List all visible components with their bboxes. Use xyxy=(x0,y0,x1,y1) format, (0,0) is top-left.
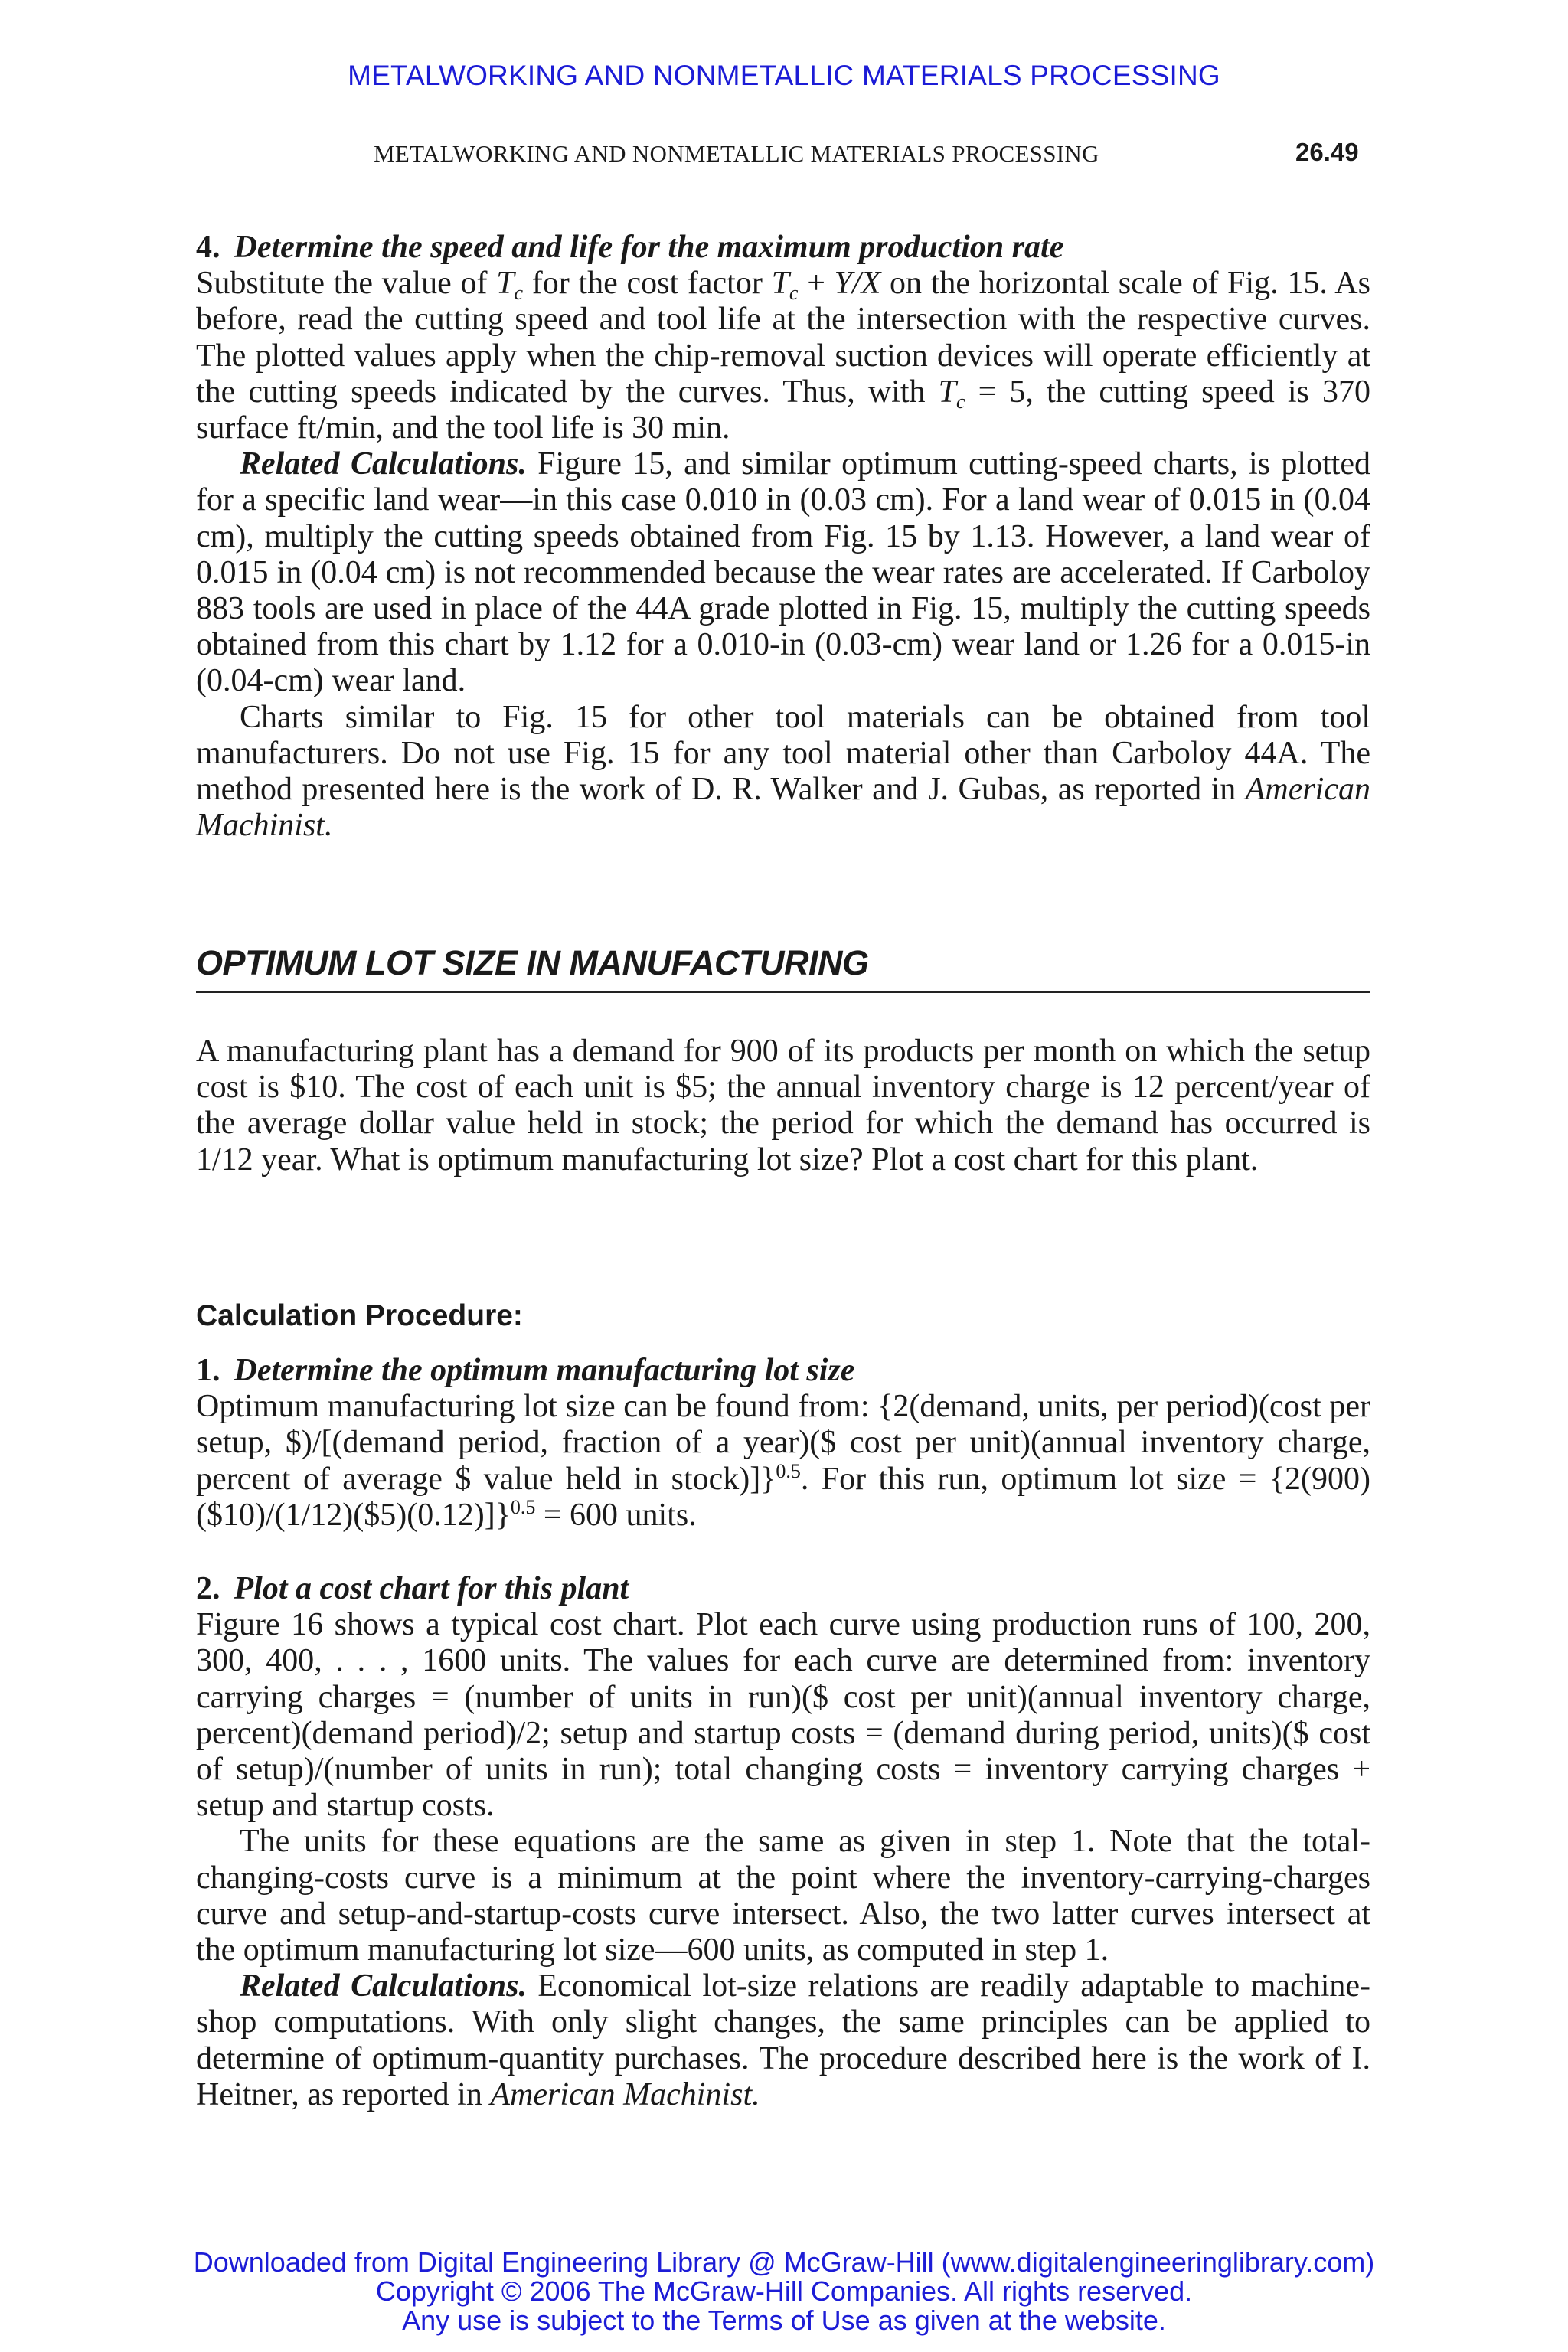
step-title: Determine the speed and life for the maximum production rate xyxy=(234,230,1064,265)
related-label: Related Calculations. xyxy=(240,446,527,482)
footer-download-link[interactable]: Downloaded from Digital Engineering Library @ McGraw-Hill (www.digitalengineeringlibrary.com) xyxy=(193,2246,1375,2278)
step2-paragraph-1: Figure 16 shows a typical cost chart. Plot each curve using production runs of 100, 200, 300, 400, . . . , 1600 units. The values for each curve are determined from: inventory carrying charges = (number of units in run)($ cost per unit)(annual inventory charge, percent)(demand period)/2; setup and startup costs = (demand during period, units)($ cost of setup)/(number of units in run); total changing costs = inventory carrying charges + setup and startup costs. xyxy=(196,1607,1370,1824)
intro-paragraph: A manufacturing plant has a demand for 900 of its products per month on which the setup cost is $10. The cost of each unit is $5; the annual inventory charge is 12 percent/year of the average dollar value held in stock; the period for which the demand has occurred is 1/12 year. What is optimum manufacturing lot size? Plot a cost chart for this plant. xyxy=(196,1034,1370,1178)
related-calculations-paragraph: Related Calculations. Figure 15, and similar optimum cutting-speed charts, is plotted for a specific land wear—in this case 0.010 in (0.03 cm). For a land wear of 0.015 in (0.04 cm), multiply the cutting speeds obtained from Fig. 15 by 1.13. However, a land wear of 0.015 in (0.04 cm) is not recommended because the wear rates are accelerated. If Carboloy 883 tools are used in place of the 44A grade plotted in Fig. 15, multiply the cutting speeds obtained from this chart by 1.12 for a 0.010-in (0.03-cm) wear land or 1.26 for a 0.015-in (0.04-cm) wear land. xyxy=(196,446,1370,699)
step4-heading xyxy=(196,230,1370,266)
charts-paragraph: Charts similar to Fig. 15 for other tool materials can be obtained from tool manufacturers. Do not use Fig. 15 for any tool material other than Carboloy 44A. The method presented here is the work of D. R. Walker and J. Gubas, as reported in American Machinist. xyxy=(196,699,1370,844)
step1-paragraph: Optimum manufacturing lot size can be found from: {2(demand, units, per period)(cost per setup, $)/[(demand period, fraction of a year)($ cost per unit)(annual inventory charge, percent of average $ value held in stock)]}$^{0.5}$. For this run, optimum lot size = {2(900)($10)/(1/12)($5)(0.12)]}$^{0.5}$ = 600 units. xyxy=(196,1389,1370,1533)
page-number: 26.49 xyxy=(1295,138,1359,166)
section-rule xyxy=(196,991,1370,993)
step-number: 4. xyxy=(196,230,220,265)
related-calculations-paragraph-2: Related Calculations. Economical lot-size relations are readily adaptable to machine-shop computations. With only slight changes, the same principles can be applied to determine of optimum-quantity purchases. The procedure described here is the work of I. Heitner, as reported in American Machinist. xyxy=(196,1968,1370,2112)
step4-block xyxy=(196,230,1370,844)
step2-block xyxy=(196,1571,1370,2113)
procedure-heading: Calculation Procedure: xyxy=(196,1299,523,1332)
step4-paragraph: Substitute the value of $T_c$ for the cost factor $T_c + Y/X$ on the horizontal scale of Fig. 15. As before, read the cutting speed and tool life at the intersection with the respective curves. The plotted values apply when the chip-removal suction devices will operate efficiently at the cutting speeds indicated by the curves. Thus, with $T_c = 5$, the cutting speed is 370 surface ft/min, and the tool life is 30 min. xyxy=(196,266,1370,446)
step1-heading: 1. Determine the optimum manufacturing lot size xyxy=(196,1353,855,1388)
step2-paragraph-2: The units for these equations are the same as given in step 1. Note that the total-changing-costs curve is a minimum at the point where the inventory-carrying-charges curve and setup-and-startup-costs curve intersect. Also, the two latter curves intersect at the optimum manufacturing lot size—600 units, as computed in step 1. xyxy=(196,1824,1370,1968)
running-head: METALWORKING AND NONMETALLIC MATERIALS PROCESSING xyxy=(374,140,1099,167)
footer-terms: Any use is subject to the Terms of Use as given at the website. xyxy=(402,2305,1166,2336)
footer-copyright: Copyright © 2006 The McGraw-Hill Companies. All rights reserved. xyxy=(375,2275,1193,2307)
step2-heading: 2. Plot a cost chart for this plant xyxy=(196,1571,629,1606)
top-banner: METALWORKING AND NONMETALLIC MATERIALS PROCESSING xyxy=(348,60,1220,91)
footer xyxy=(0,2248,1568,2335)
intro-block xyxy=(196,1034,1370,1178)
step1-block xyxy=(196,1353,1370,1534)
section-title: OPTIMUM LOT SIZE IN MANUFACTURING xyxy=(196,943,869,982)
